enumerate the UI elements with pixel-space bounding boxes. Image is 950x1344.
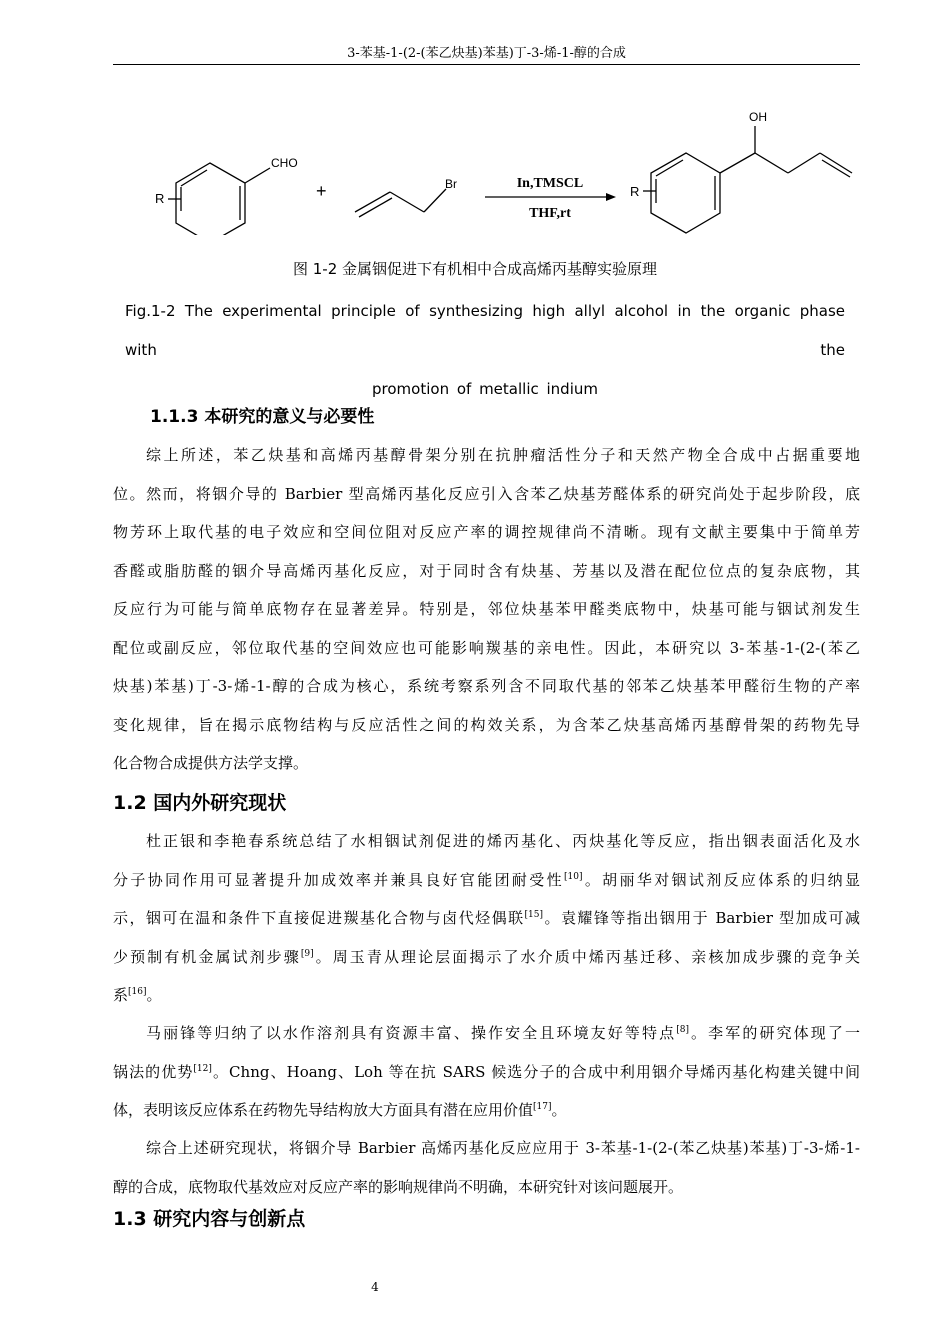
paragraph-line: 香醛或脂肪醛的铟介导高烯丙基化反应，对于同时含有炔基、芳基以及潜在配位位点的复杂底物，其 [113,561,860,580]
paragraph-research-status-2 [113,1014,860,1130]
condition-reagents: In,TMSCL [516,176,584,191]
paragraph-research-status-1 [113,822,860,1015]
citation-ref: [9] [300,948,314,959]
header-rule [113,64,860,65]
paragraph-line: 系[16]。 [113,986,162,1004]
section-heading-1-2: 1.2 国内外研究现状 [113,792,287,814]
citation-ref: [17] [533,1102,552,1112]
plus-sign: + [316,181,327,201]
citation-ref: [8] [676,1025,689,1035]
paragraph-line: 马丽锋等归纳了以水作溶剂具有资源丰富、操作安全且环境友好等特点[8]。李军的研究体现了一 [146,1024,860,1042]
paragraph-line: 化合物合成提供方法学支撑。 [113,754,309,772]
paragraph-line: 分子协同作用可显著提升加成效率并兼具良好官能团耐受性[10]。胡丽华对铟试剂反应体系的归纳显 [113,870,860,889]
citation-ref: [15] [524,910,544,920]
figure-caption-english [125,292,845,409]
citation-ref: [12] [193,1063,212,1074]
oh-label: OH [749,110,767,124]
section-heading-1-1-3: 1.1.3 本研究的意义与必要性 [150,407,375,427]
paragraph-line: 体，表明该反应体系在药物先导结构放大方面具有潜在应用价值[17]。 [113,1101,567,1119]
citation-ref: [16] [128,987,147,997]
paragraph-line: 配位或副反应，邻位取代基的空间效应也可能影响羰基的亲电性。因此，本研究以 3-苯基-1-(2-(苯乙 [113,638,860,657]
caption-en-line-2: promotion of metallic indium [372,380,598,398]
r-label-reactant: R [155,191,165,206]
paragraph-line: 反应行为可能与简单底物存在显著差异。特别是，邻位炔基苯甲醛类底物中，炔基可能与铟试剂发生 [113,600,860,618]
page-number: 4 [371,1280,379,1294]
product-structure [643,126,852,233]
condition-solvent: THF,rt [529,206,571,221]
benzaldehyde-structure [168,163,270,235]
r-label-product: R [630,184,640,199]
running-header: 3-苯基-1-(2-(苯乙炔基)苯基)丁-3-烯-1-醇的合成 [347,46,626,61]
paragraph-line: 杜正银和李艳春系统总结了水相铟试剂促进的烯丙基化、丙炔基化等反应，指出铟表面活化及水 [146,832,860,850]
paragraph-research-status-3 [113,1129,860,1206]
reaction-arrow [485,193,616,201]
allyl-bromide-structure [355,189,446,217]
paragraph-line: 物芳环上取代基的电子效应和空间位阻对反应产率的调控规律尚不清晰。现有文献主要集中于简单芳 [113,523,860,541]
br-label: Br [445,177,457,191]
paragraph-line: 锅法的优势[12]。Chng、Hoang、Loh 等在抗 SARS 候选分子的合成中利用铟介导烯丙基化构建关键中间 [113,1062,860,1081]
paragraph-significance [113,436,860,783]
section-heading-1-3: 1.3 研究内容与创新点 [113,1208,306,1230]
cho-label: CHO [271,156,298,170]
paragraph-line: 示，铟可在温和条件下直接促进羰基化合物与卤代烃偶联[15]。袁耀锋等指出铟用于 Barbier 型加成可减 [113,909,860,927]
citation-ref: [10] [563,871,583,882]
paragraph-line: 位。然而，将铟介导的 Barbier 型高烯丙基化反应引入含苯乙炔基芳醛体系的研究尚处于起步阶段，底 [113,484,860,503]
paragraph-line: 变化规律，旨在揭示底物结构与反应活性之间的构效关系，为含苯乙炔基高烯丙基醇骨架的药物先导 [113,715,860,734]
reaction-scheme [0,100,950,235]
paragraph-line: 少预制有机金属试剂步骤[9]。周玉青从理论层面揭示了水介质中烯丙基迁移、亲核加成步骤的竞争关 [113,947,860,966]
paragraph-line: 综合上述研究现状，将铟介导 Barbier 高烯丙基化反应应用于 3-苯基-1-(2-(苯乙炔基)苯基)丁-3-烯-1- [146,1139,860,1157]
caption-en-line-1: Fig.1-2 The experimental principle of synthesizing high allyl alcohol in the organic phase with the [125,302,845,359]
paragraph-line: 炔基)苯基)丁-3-烯-1-醇的合成为核心，系统考察系列含不同取代基的邻苯乙炔基苯甲醛衍生物的产率 [113,677,860,695]
figure-caption-chinese: 图 1-2 金属铟促进下有机相中合成高烯丙基醇实验原理 [292,260,658,278]
paragraph-line: 综上所述，苯乙炔基和高烯丙基醇骨架分别在抗肿瘤活性分子和天然产物全合成中占据重要地 [146,446,860,464]
paragraph-line: 醇的合成，底物取代基效应对反应产率的影响规律尚不明确，本研究针对该问题展开。 [113,1177,684,1196]
